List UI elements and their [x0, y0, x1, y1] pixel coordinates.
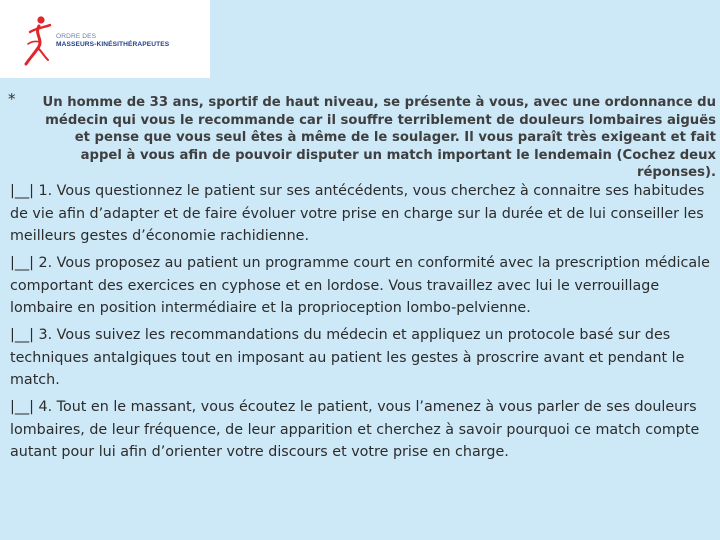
bullet-marker: *	[8, 90, 16, 108]
logo-line-1: ORDRE DES	[56, 33, 97, 40]
answer-text: 2. Vous proposez au patient un programme court en conformité avec la prescription médicale comportant des exercices en cyphose et en lordose. Vous travaillez avec lui le verrouillage lombaire en position intermédiaire et la proprioception lombo-pelvienne.	[10, 255, 710, 316]
answer-list	[10, 180, 710, 468]
answer-text: 3. Vous suivez les recommandations du médecin et appliquez un protocole basé sur des techniques antalgiques tout en imposant au patient les gestes à proscrire avant et pendant le match.	[10, 327, 685, 388]
answer-item[interactable]	[10, 324, 710, 392]
answer-checkbox[interactable]: |__|	[10, 183, 34, 199]
answer-checkbox[interactable]: |__|	[10, 399, 34, 415]
answer-text: 1. Vous questionnez le patient sur ses antécédents, vous cherchez à connaitre ses habitudes de vie afin d’adapter et de faire évoluer votre prise en charge sur la durée et de lui conseiller les meilleurs gestes d’économie rachidienne.	[10, 183, 705, 244]
logo-wordmark	[56, 33, 169, 49]
answer-checkbox[interactable]: |__|	[10, 327, 34, 343]
answer-item[interactable]	[10, 252, 710, 320]
physio-logo-icon	[22, 14, 56, 68]
answer-text: 4. Tout en le massant, vous écoutez le patient, vous l’amenez à vous parler de ses douleurs lombaires, de leur fréquence, de leur apparition et cherchez à savoir pourquoi ce match compte autant pour lui afin d’orienter votre discours et votre prise en charge.	[10, 399, 700, 460]
answer-item[interactable]	[10, 396, 710, 464]
answer-item[interactable]	[10, 180, 710, 248]
answer-checkbox[interactable]: |__|	[10, 255, 34, 271]
logo-panel	[0, 0, 210, 78]
question-heading: Un homme de 33 ans, sportif de haut niveau, se présente à vous, avec une ordonnance du médecin qui vous le recommande car il souffre terriblement de douleurs lombaires aiguës et pense que vous seul êtes à même de le soulager. Il vous paraît très exigeant et fait appel à vous afin de pouvoir disputer un match important le lendemain (Cochez deux réponses).	[42, 95, 716, 180]
logo-line-2: MASSEURS-KINÉSITHÉRAPEUTES	[56, 41, 170, 48]
